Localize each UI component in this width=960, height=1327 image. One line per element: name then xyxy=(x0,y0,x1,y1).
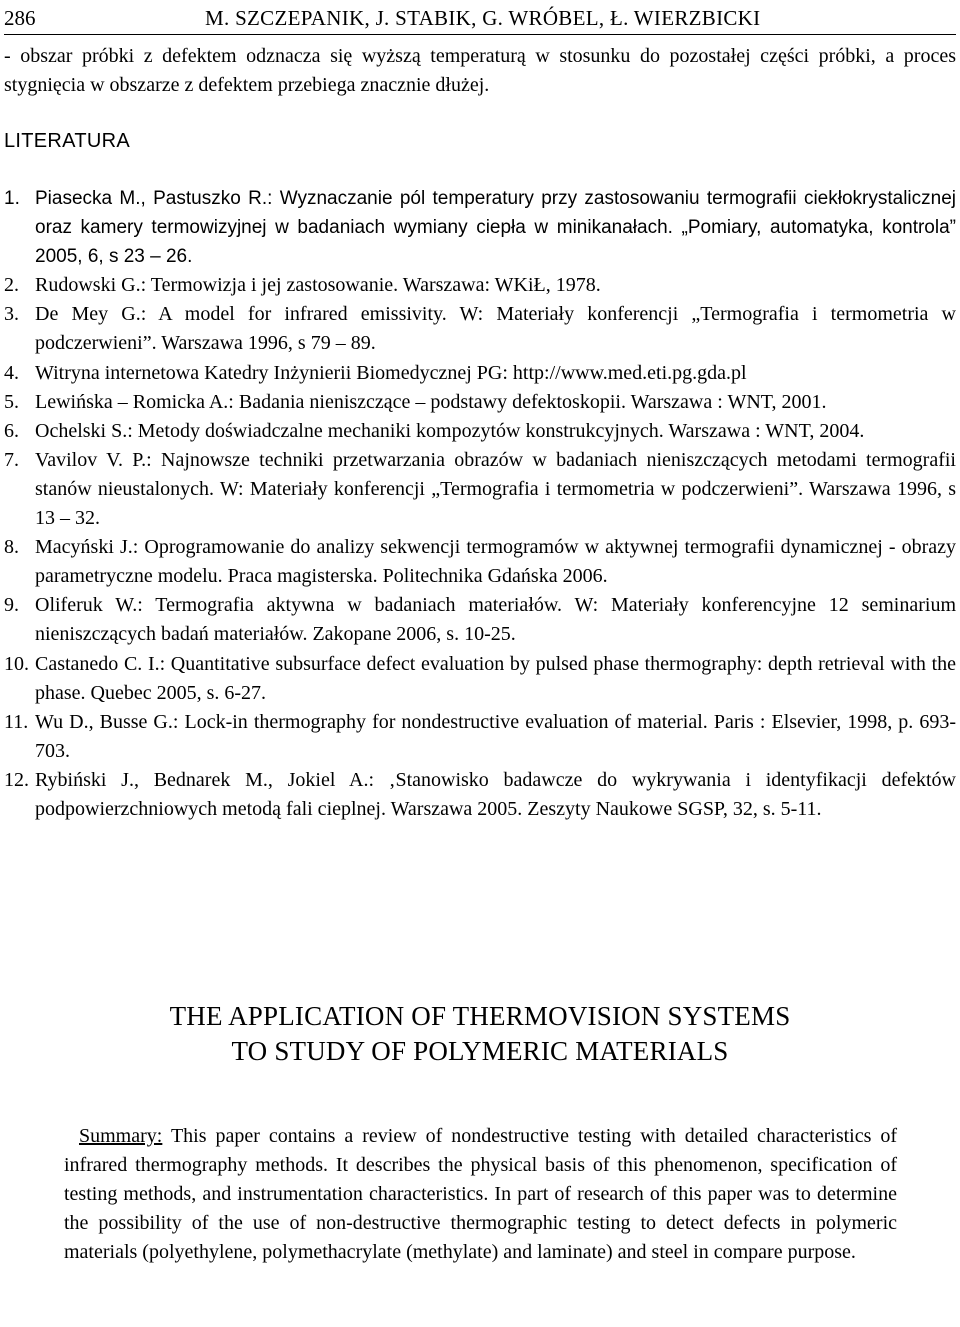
english-title-line-2: TO STUDY OF POLYMERIC MATERIALS xyxy=(231,1036,729,1066)
page-number: 286 xyxy=(4,6,36,30)
reference-item xyxy=(4,533,956,591)
reference-text: Castanedo C. I.: Quantitative subsurface defect evaluation by pulsed phase thermography: depth retrieval with the phase. Quebec 2005, s. 6-27. xyxy=(35,652,956,704)
reference-item xyxy=(4,271,956,300)
english-title-line-1: THE APPLICATION OF THERMOVISION SYSTEMS xyxy=(169,1001,791,1031)
reference-item xyxy=(4,446,956,533)
reference-text: Piasecka M., Pastuszko R.: Wyznaczanie pól temperatury przy zastosowaniu termografii ciekłokrystalicznej oraz kamery termowizyjnej w badaniach wymiany ciepła w minikanałach. „Pomiary, automatyka, kontrola” 2005, 6, s 23 – 26. xyxy=(35,188,956,268)
reference-text: Oliferuk W.: Termografia aktywna w badaniach materiałów. W: Materiały konferencyjne 12 seminarium nieniszczących badań materiałów. Zakopane 2006, s. 10-25. xyxy=(35,594,956,646)
reference-item xyxy=(4,300,956,358)
reference-number: 9. xyxy=(4,594,19,617)
reference-number: 2. xyxy=(4,274,19,297)
reference-item xyxy=(4,388,956,417)
reference-number: 5. xyxy=(4,390,19,413)
summary-paragraph xyxy=(64,1122,897,1267)
reference-text: Rudowski G.: Termowizja i jej zastosowanie. Warszawa: WKiŁ, 1978. xyxy=(35,274,601,297)
reference-text: Lewińska – Romicka A.: Badania nieniszczące – podstawy defektoskopii. Warszawa : WNT, 2001. xyxy=(35,390,827,413)
summary-text: This paper contains a review of nondestructive testing with detailed characteristics of infrared thermography methods. It describes the physical basis of this phenomenon, specification of testing methods, and instrumentation characteristics. In part of research of this paper was to determine the possibility of the use of non-destructive thermographic testing to detect defects in polymeric materials (polyethylene, polymethacrylate (methylate) and laminate) and steel in compare purpose. xyxy=(64,1125,897,1263)
reference-item xyxy=(4,650,956,708)
reference-text: Wu D., Busse G.: Lock-in thermography for nondestructive evaluation of material. Paris : Elsevier, 1998, p. 693-703. xyxy=(35,710,956,762)
reference-text: Vavilov V. P.: Najnowsze techniki przetwarzania obrazów w badaniach nieniszczących metodami termografii stanów nieustalonych. W: Materiały konferencji „Termografia i termometria w podczerwieni”. Warszawa 1996, s 13 – 32. xyxy=(35,448,956,530)
reference-item xyxy=(4,184,956,271)
reference-item xyxy=(4,359,956,388)
reference-number: 8. xyxy=(4,536,19,559)
reference-text: Macyński J.: Oprogramowanie do analizy sekwencji termogramów w aktywnej termografii dynamicznej - obrazy parametryczne modelu. Praca magisterska. Politechnika Gdańska 2006. xyxy=(35,536,956,588)
reference-number: 11. xyxy=(4,710,29,733)
reference-text: Witryna internetowa Katedry Inżynierii Biomedycznej PG: http://www.med.eti.pg.gda.pl xyxy=(35,361,747,384)
reference-number: 3. xyxy=(4,303,19,326)
reference-text: Ochelski S.: Metody doświadczalne mechaniki kompozytów konstrukcyjnych. Warszawa : WNT, 2004. xyxy=(35,419,865,442)
reference-number: 1. xyxy=(4,188,20,209)
reference-number: 7. xyxy=(4,448,19,471)
running-header xyxy=(4,4,956,35)
reference-text: De Mey G.: A model for infrared emissivity. W: Materiały konferencji „Termografia i termometria w podczerwieni”. Warszawa 1996, s 79 – 89. xyxy=(35,303,956,355)
literature-heading: LITERATURA xyxy=(4,130,130,152)
reference-text: Rybiński J., Bednarek M., Jokiel A.: ‚Stanowisko badawcze do wykrywania i identyfikacji defektów podpowierzchniowych metodą fali cieplnej. Warszawa 2005. Zeszyty Naukowe SGSP, 32, s. 5-11. xyxy=(35,768,956,820)
summary-label: Summary: xyxy=(79,1125,163,1147)
reference-item xyxy=(4,766,956,824)
reference-list xyxy=(4,184,956,824)
reference-item xyxy=(4,417,956,446)
reference-number: 10. xyxy=(4,652,29,675)
reference-number: 12. xyxy=(4,768,29,791)
reference-number: 4. xyxy=(4,361,19,384)
running-header-authors: M. SZCZEPANIK, J. STABIK, G. WRÓBEL, Ł. WIERZBICKI xyxy=(205,6,761,30)
reference-item xyxy=(4,591,956,649)
reference-item xyxy=(4,708,956,766)
intro-paragraph: - obszar próbki z defektem odznacza się wyższą temperaturą w stosunku do pozostałej części próbki, a proces stygnięcia w obszarze z defektem przebiega znacznie dłużej. xyxy=(4,45,956,96)
reference-number: 6. xyxy=(4,419,19,442)
